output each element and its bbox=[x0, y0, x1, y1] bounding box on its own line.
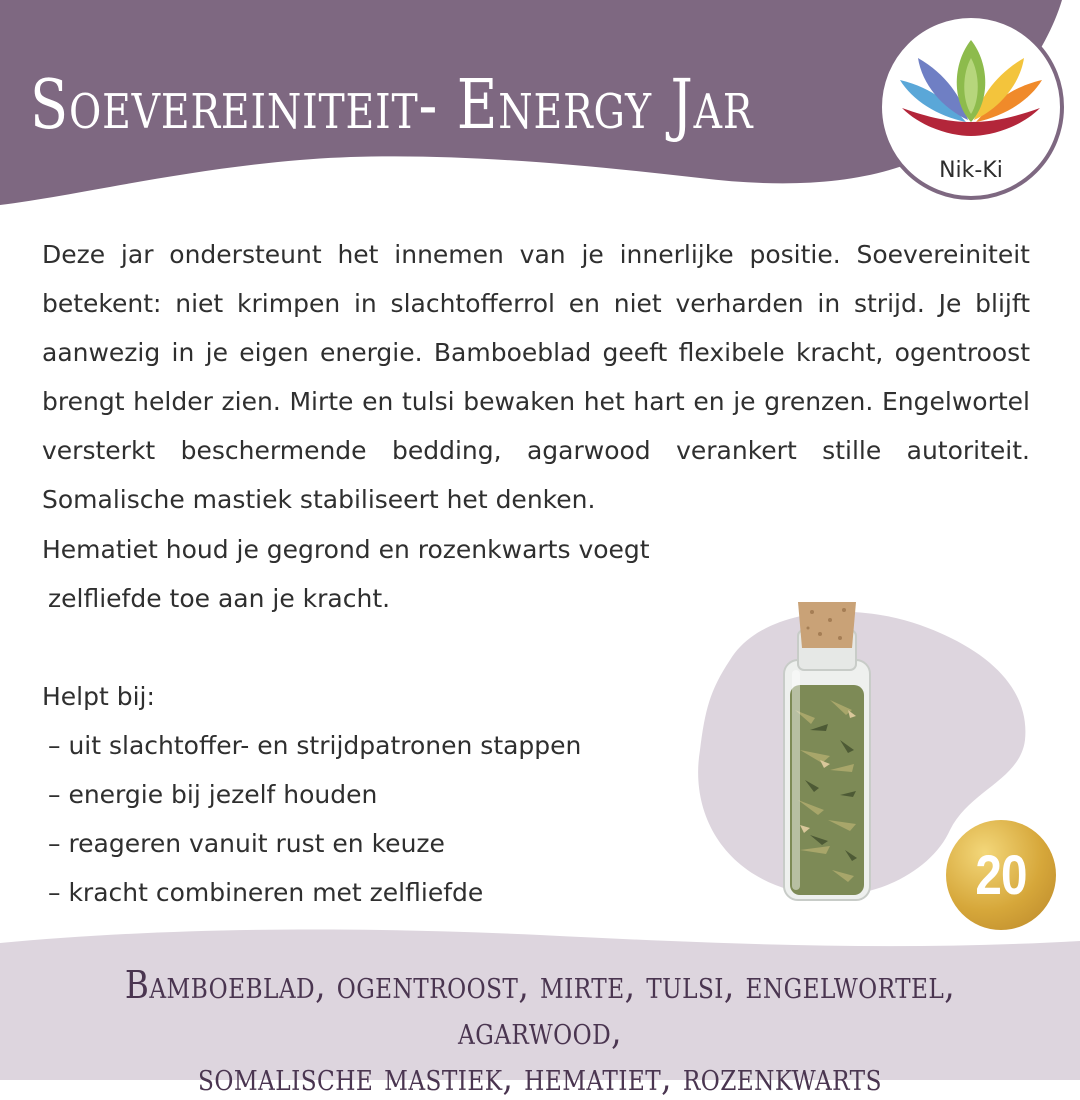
description-paragraph: Deze jar ondersteunt het innemen van je innerlijke positie. Soevereiniteit betekent: niet krimpen in slachtofferrol en niet verharden in strijd. Je blijft aanwezig in je eigen energie. Bamboeblad geeft flexibele kracht, ogentroost brengt helder zien. Mirte en tulsi bewaken het hart en je grenzen. Engelwortel versterkt beschermende bedding, agarwood verankert stille autoriteit. Somalische mastiek stabiliseert het denken. bbox=[42, 240, 1030, 514]
ingredients-list bbox=[110, 962, 970, 1100]
ingredients-line: Bamboeblad, ogentroost, mirte, tulsi, engelwortel, agarwood, bbox=[124, 963, 956, 1053]
list-item: – kracht combineren met zelfliefde bbox=[48, 878, 484, 907]
cork-icon bbox=[798, 602, 856, 648]
page-title: Soevereiniteit- Energy Jar bbox=[30, 65, 754, 145]
ingredients-line: somalische mastiek, hematiet, rozenkwarts bbox=[198, 1055, 882, 1099]
badge-number: 20 bbox=[975, 843, 1027, 906]
helps-section bbox=[42, 672, 662, 917]
list-item: – uit slachtoffer- en strijdpatronen stappen bbox=[48, 731, 582, 760]
description-line: Hematiet houd je gegrond en rozenkwarts voegt bbox=[42, 535, 650, 564]
logo-text: Nik-Ki bbox=[939, 158, 1003, 183]
description-line: zelfliefde toe aan je kracht. bbox=[48, 584, 391, 613]
list-item: – energie bij jezelf houden bbox=[48, 780, 378, 809]
helps-heading: Helpt bij: bbox=[42, 682, 155, 711]
list-item: – reageren vanuit rust en keuze bbox=[48, 829, 445, 858]
description-tail bbox=[42, 525, 742, 623]
brand-logo bbox=[878, 14, 1064, 200]
number-badge bbox=[946, 820, 1056, 930]
helps-list bbox=[42, 721, 662, 917]
